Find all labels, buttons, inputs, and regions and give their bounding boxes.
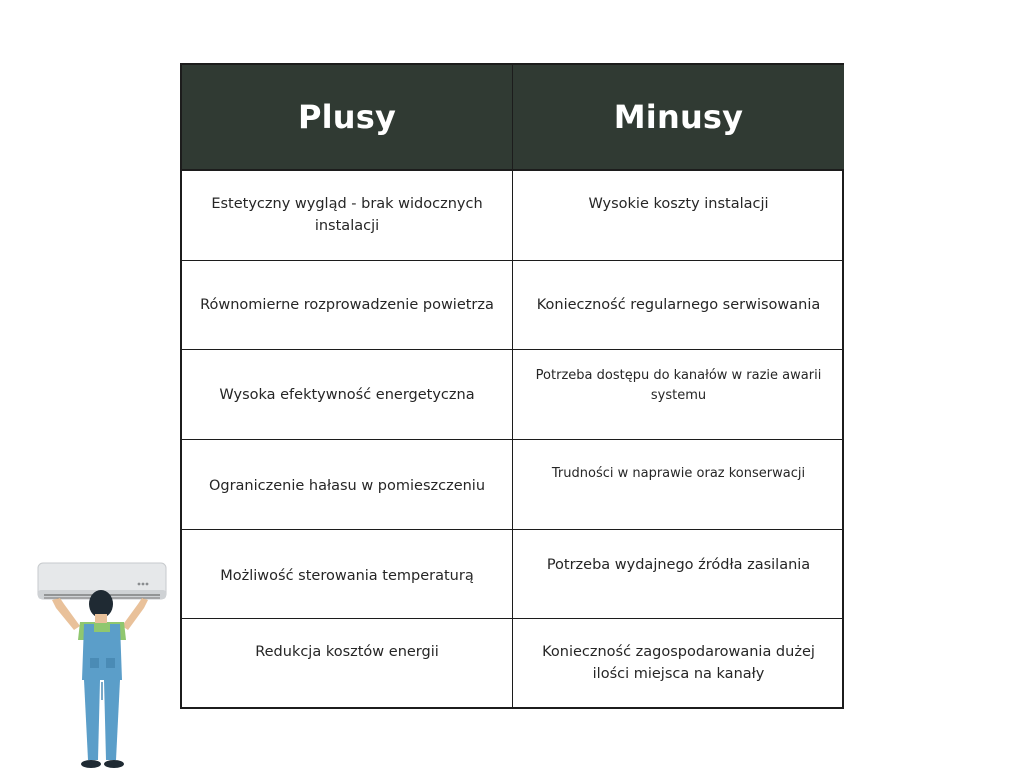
cons-cell-6 bbox=[513, 619, 844, 709]
cons-cell-1 bbox=[513, 171, 844, 261]
cons-cell-text: Wysokie koszty instalacji bbox=[588, 196, 769, 212]
pros-cell-text: Estetyczny wygląd - brak widocznych instalacji bbox=[211, 196, 483, 234]
pros-cell-text: Wysoka efektywność energetyczna bbox=[219, 386, 475, 403]
pros-cons-table bbox=[180, 63, 844, 709]
cons-cell-text: Potrzeba wydajnego źródła zasilania bbox=[546, 556, 811, 573]
pros-cell-text: Możliwość sterowania temperaturą bbox=[220, 567, 474, 584]
technician-holding-air-conditioner-icon bbox=[36, 560, 168, 768]
header-minusy bbox=[513, 65, 844, 171]
cons-cell-2 bbox=[513, 261, 844, 351]
cons-cell-text: Konieczność regularnego serwisowania bbox=[536, 296, 821, 313]
cons-cell-text: Trudności w naprawie oraz konserwacji bbox=[551, 465, 806, 481]
pros-cell-text: Równomierne rozprowadzenie powietrza bbox=[200, 296, 494, 313]
header-plusy bbox=[182, 65, 513, 171]
pros-cell-1 bbox=[182, 171, 513, 261]
pros-cell-5 bbox=[182, 530, 513, 620]
pros-cell-4 bbox=[182, 440, 513, 530]
cons-cell-text: Konieczność zagospodarowania dużej ilości miejsca na kanały bbox=[542, 644, 815, 683]
header-plusy-label: Plusy bbox=[297, 98, 397, 136]
pros-cell-6 bbox=[182, 619, 513, 709]
pros-cell-2 bbox=[182, 261, 513, 351]
cons-cell-text: Potrzeba dostępu do kanałów w razie awarii systemu bbox=[535, 368, 822, 404]
pros-cell-text: Ograniczenie hałasu w pomieszczeniu bbox=[208, 478, 486, 495]
cons-cell-3 bbox=[513, 350, 844, 440]
pros-cell-3 bbox=[182, 350, 513, 440]
pros-cell-text: Redukcja kosztów energii bbox=[255, 644, 439, 661]
cons-cell-5 bbox=[513, 530, 844, 620]
cons-cell-4 bbox=[513, 440, 844, 530]
header-minusy-label: Minusy bbox=[613, 98, 744, 136]
